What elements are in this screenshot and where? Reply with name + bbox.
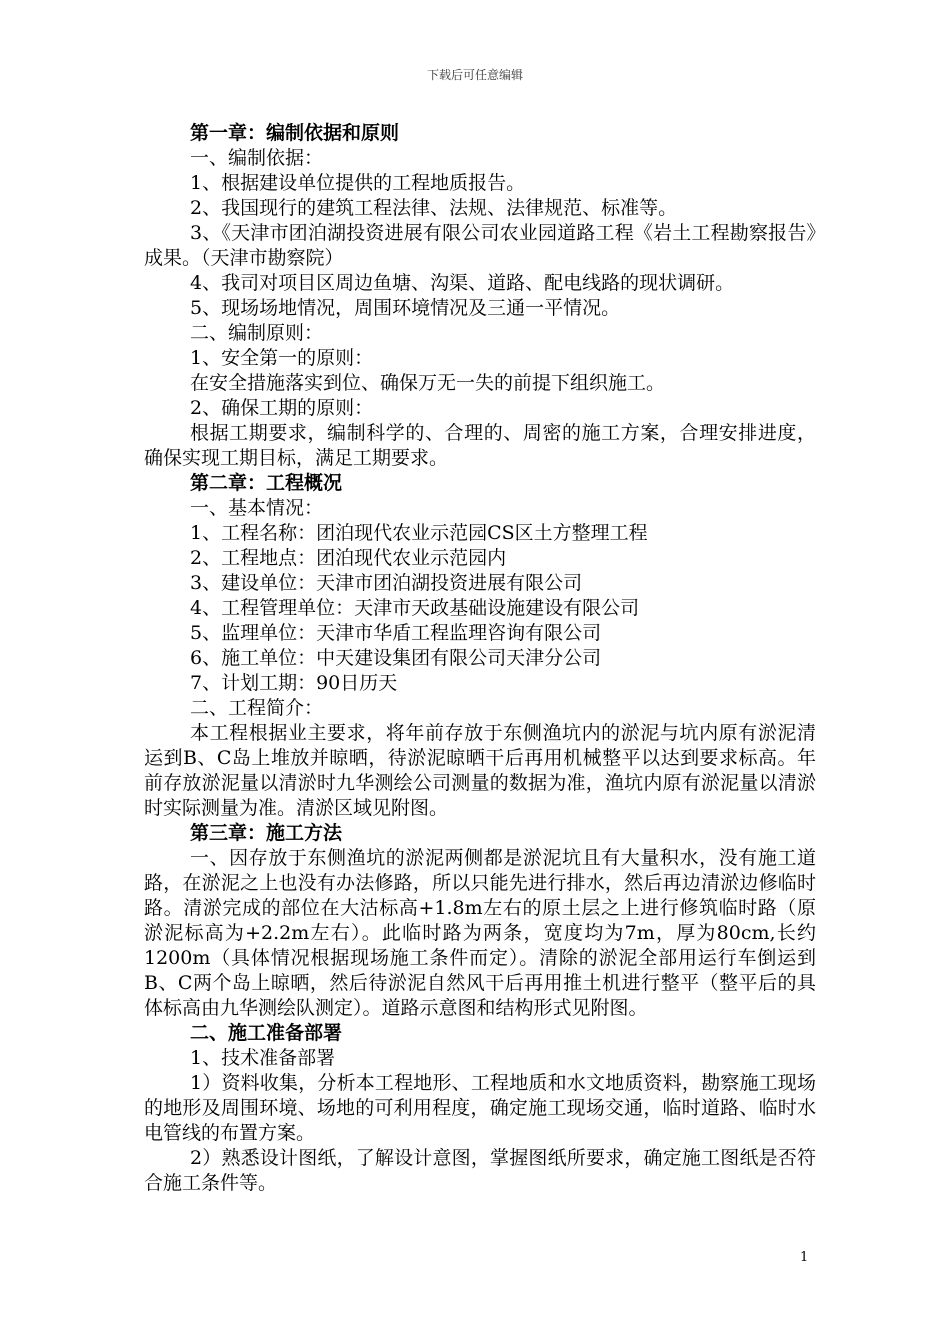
- chapter-1-heading: 第一章：编制依据和原则: [190, 122, 400, 144]
- list-item: 6、施工单位：中天建设集团有限公司天津分公司: [190, 647, 602, 669]
- section-heading: 二、施工准备部署: [190, 1022, 343, 1044]
- list-item: 5、监理单位：天津市华盾工程监理咨询有限公司: [190, 622, 602, 644]
- body-paragraph: 2）熟悉设计图纸，了解设计意图，掌握图纸所要求，确定施工图纸是否符合施工条件等。: [144, 1147, 816, 1194]
- list-item: 3、《天津市团泊湖投资进展有限公司农业园道路工程《岩土工程勘察报告》成果。（天津市勘察院）: [144, 222, 816, 269]
- page-number: 1: [800, 1250, 809, 1265]
- list-item: 4、我司对项目区周边鱼塘、沟渠、道路、配电线路的现状调研。: [190, 272, 735, 294]
- section-heading: 二、工程简介：: [190, 697, 324, 719]
- list-item: 1、安全第一的原则：: [190, 347, 374, 369]
- chapter-2-heading: 第二章：工程概况: [190, 472, 343, 494]
- list-item: 3、建设单位：天津市团泊湖投资进展有限公司: [190, 572, 583, 594]
- section-heading: 二、编制原则：: [190, 322, 324, 344]
- list-item: 1、工程名称：团泊现代农业示范园CS区土方整理工程: [190, 522, 648, 544]
- list-item: 2、我国现行的建筑工程法律、法规、法律规范、标准等。: [190, 197, 678, 219]
- list-item: 7、计划工期：90日历天: [190, 672, 398, 694]
- list-item: 5、现场场地情况，周围环境情况及三通一平情况。: [190, 297, 621, 319]
- list-item: 1、技术准备部署: [190, 1047, 336, 1069]
- document-body: [144, 121, 816, 1196]
- list-item: 4、工程管理单位：天津市天政基础设施建设有限公司: [190, 597, 640, 619]
- section-heading: 一、编制依据：: [190, 147, 324, 169]
- body-paragraph: 一、因存放于东侧渔坑的淤泥两侧都是淤泥坑且有大量积水，没有施工道路，在淤泥之上也没有办法修路，所以只能先进行排水，然后再边清淤边修临时路。清淤完成的部位在大沽标高+1.8m左右的原土层之上进行修筑临时路（原淤泥标高为+2.2m左右）。此临时路为两条，宽度均为7m，厚为80cm,长约1200m（具体情况根据现场施工条件而定）。清除的淤泥全部用运行车倒运到B、C两个岛上晾晒，然后待淤泥自然风干后再用推土机进行整平（整平后的具体标高由九华测绘队测定）。道路示意图和结构形式见附图。: [144, 847, 816, 1019]
- body-paragraph: 在安全措施落实到位、确保万无一失的前提下组织施工。: [190, 372, 666, 394]
- body-paragraph: 1）资料收集，分析本工程地形、工程地质和水文地质资料，勘察施工现场的地形及周围环境、场地的可利用程度，确定施工现场交通，临时道路、临时水电管线的布置方案。: [144, 1072, 816, 1144]
- page-header: 下载后可任意编辑: [426, 68, 523, 82]
- list-item: 2、工程地点：团泊现代农业示范园内: [190, 547, 507, 569]
- section-heading: 一、基本情况：: [190, 497, 324, 519]
- list-item: 2、确保工期的原则：: [190, 397, 374, 419]
- body-paragraph: 根据工期要求，编制科学的、合理的、周密的施工方案，合理安排进度，确保实现工期目标，满足工期要求。: [144, 422, 816, 469]
- list-item: 1、根据建设单位提供的工程地质报告。: [190, 172, 526, 194]
- chapter-3-heading: 第三章：施工方法: [190, 822, 343, 844]
- body-paragraph: 本工程根据业主要求，将年前存放于东侧渔坑内的淤泥与坑内原有淤泥清运到B、C岛上堆放并晾晒，待淤泥晾晒干后再用机械整平以达到要求标高。年前存放淤泥量以清淤时九华测绘公司测量的数据为准，渔坑内原有淤泥量以清淤时实际测量为准。清淤区域见附图。: [144, 722, 816, 819]
